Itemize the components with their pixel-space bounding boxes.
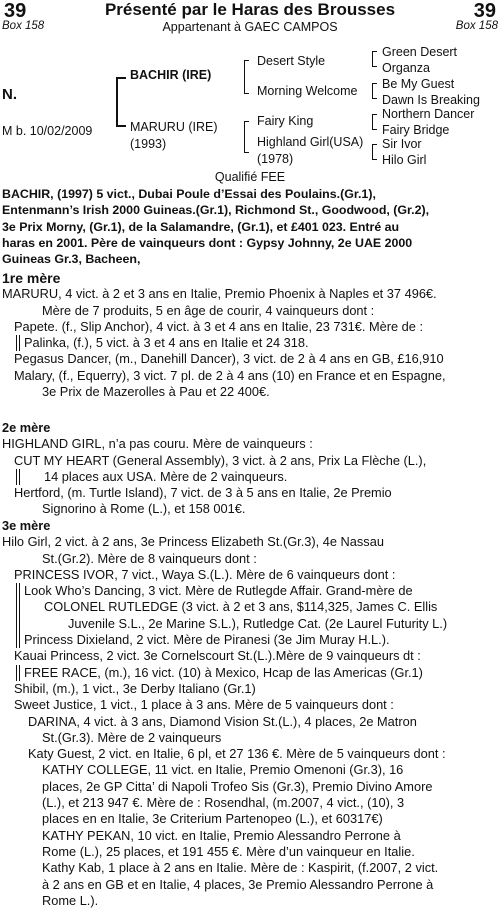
dam-name: MARURU (IRE) (130, 120, 218, 134)
ds-sire: Northern Dancer (382, 107, 475, 121)
text-line: Rome L.). (42, 892, 99, 908)
dam-dam-year: (1978) (257, 152, 294, 166)
sire-bracket (244, 60, 249, 94)
sire-record-line: BACHIR, (1997) 5 vict., Dubai Poule d’Essai des Poulains.(Gr.1), (2, 187, 376, 201)
dd-dam: Hilo Girl (382, 153, 427, 167)
text-line: DARINA, 4 vict. à 3 ans, Diamond Vision St.(L.), 4 places, 2e Matron (28, 713, 417, 729)
text-line: Katy Guest, 2 vict. en Italie, 6 pl, et 27 136 €. Mère de 5 vainqueurs dont : (28, 746, 446, 762)
text-line: (L.), et 213 947 €. Mère de : Rosendhal, (m.2007, 4 vict., (10), 3 (42, 795, 405, 811)
pedigree-line (116, 125, 126, 127)
sire-dam: Morning Welcome (257, 84, 358, 98)
sire-sire: Desert Style (257, 54, 326, 68)
heading-second-dam: 2e mère (2, 420, 51, 435)
lot-number-left: 39 (4, 0, 27, 22)
gen3-bracket (372, 114, 377, 130)
heading-third-dam: 3e mère (2, 518, 51, 533)
owner: Appartenant à GAEC CAMPOS (162, 20, 338, 34)
gen3-bracket (372, 51, 377, 67)
ds-dam: Fairy Bridge (382, 123, 450, 137)
gen3-bracket (372, 83, 377, 99)
text-line: Signorino à Rome (L.), et 158 001€. (42, 501, 246, 517)
ss-dam: Organza (382, 61, 430, 75)
sire-name: BACHIR (IRE) (130, 68, 212, 82)
dam-bracket (244, 121, 249, 153)
pedigree-line (116, 77, 118, 126)
text-line: MARURU, 4 vict. à 2 et 3 ans en Italie, Premio Phoenix à Naples et 37 496€. (2, 286, 437, 302)
text-line: CUT MY HEART (General Assembly), 3 vict. à 2 ans, Prix La Flèche (L.), (14, 452, 427, 468)
sire-record-line: Entenmann’s Irish 2000 Guineas.(Gr.1), Richmond St., Goodwood, (Gr.2), (2, 203, 430, 218)
box-left: Box 158 (2, 20, 45, 32)
box-right: Box 158 (455, 20, 498, 32)
text-line: Pegasus Dancer, (m., Danehill Dancer), 3 vict. de 2 à 4 ans en GB, £16,910 (14, 351, 444, 367)
sd-dam: Dawn Is Breaking (382, 93, 480, 107)
dd-sire: Sir Ivor (382, 137, 422, 151)
sd-sire: Be My Guest (382, 77, 455, 91)
text-line: Mère de 7 produits, 5 en âge de courir, 4 vainqueurs dont : (42, 302, 375, 318)
third-dam-section (2, 518, 499, 909)
text-line: 14 places aux USA. Mère de 2 vainqueurs. (16, 469, 499, 485)
text-line: HIGHLAND GIRL, n’a pas couru. Mère de vainqueurs : (2, 436, 313, 452)
text-line: Shibil, (m.), 1 vict., 3e Derby Italiano (Gr.1) (14, 680, 256, 696)
text-line: Hilo Girl, 2 vict. à 2 ans, 3e Princess Elizabeth St.(Gr.3), 4e Nassau (2, 534, 384, 550)
text-line: St.(Gr.3). Mère de 2 vainqueurs (42, 729, 222, 745)
second-dam-section (2, 420, 499, 518)
sire-record (2, 186, 499, 267)
horse-description: M b. 10/02/2009 (2, 124, 93, 138)
text-line: KATHY PEKAN, 10 vict. en Italie, Premio Alessandro Perrone à (42, 827, 401, 843)
text-line: COLONEL RUTLEDGE (3 vict. à 2 et 3 ans, $114,325, James C. Ellis (16, 599, 499, 615)
text-line: places en en Italie, 3e Criterium Partenopeo (L.), et 60317€) (42, 811, 383, 827)
text-line: 3e Prix de Mazerolles à Pau et 22 400€. (42, 384, 270, 400)
text-line: places, 2e GP Citta’ di Napoli Trofeo Sis (Gr.3), Premio Divino Amore (42, 778, 433, 794)
sire-record-line: Guineas Gr.3, Bacheen, (2, 252, 141, 267)
dam-sire: Fairy King (257, 114, 314, 128)
dam-year: (1993) (130, 137, 167, 151)
text-line: Hertford, (m. Turtle Island), 7 vict. de 3 à 5 ans en Italie, 2e Premio (14, 485, 392, 501)
first-dam-section (2, 270, 499, 400)
page-title: Présenté par le Haras des Brousses (104, 0, 396, 19)
text-line: Juvenile S.L., 2e Marine S.L.), Rutledge Cat. (2e Laurel Futurity L.) (16, 616, 499, 632)
text-line: KATHY COLLEGE, 11 vict. en Italie, Premio Omenoni (Gr.3), 16 (42, 762, 404, 778)
heading-first-dam: 1re mère (2, 270, 61, 286)
text-line: Malary, (f., Equerry), 3 vict. 7 pl. de 2 à 4 ans (10) en France et en Espagne, (14, 367, 446, 383)
text-line: Palinka, (f.), 5 vict. à 3 et 4 ans en Italie et 24 318. (16, 335, 499, 351)
qualification: Qualifié FEE (214, 170, 286, 184)
text-line: à 2 ans en GB et en Italie, 4 places, 3e Premio Alessandro Perrone à (42, 876, 434, 892)
text-line: Kathy Kab, 1 place à 2 ans en Italie. Mère de : Kaspirit, (f.2007, 2 vict. (42, 860, 439, 876)
text-line: Kauai Princess, 2 vict. 3e Cornelscourt St.(L.).Mère de 9 vainqueurs dt : (14, 648, 421, 664)
text-line: PRINCESS IVOR, 7 vict., Waya S.(L.). Mère de 6 vainqueurs dont : (14, 566, 396, 582)
text-line: FREE RACE, (m.), 16 vict. (10) à Mexico, Hcap de las Americas (Gr.1) (16, 665, 499, 681)
text-line: Look Who’s Dancing, 3 vict. Mère de Rutlegde Affair. Grand-mère de (16, 583, 499, 599)
text-line: St.(Gr.2). Mère de 8 vainqueurs dont : (42, 550, 257, 566)
text-line: Rome (L.), 25 places, et 191 455 €. Mère d’un vainqueur en Italie. (42, 843, 415, 859)
lot-number-right: 39 (473, 0, 496, 22)
horse-name: N. (2, 86, 17, 103)
text-line: Sweet Justice, 1 vict., 1 place à 3 ans. Mère de 5 vainqueurs dont : (14, 697, 394, 713)
pedigree-line (116, 77, 126, 79)
sire-record-line: 3e Prix Morny, (Gr.1), de la Salamandre, (Gr.1), et £401 023. Entré au (2, 219, 400, 234)
text-line: Papete. (f., Slip Anchor), 4 vict. à 3 et 4 ans en Italie, 23 731€. Mère de : (14, 318, 424, 334)
dam-dam: Highland Girl(USA) (257, 135, 364, 149)
gen3-bracket (372, 144, 377, 160)
ss-sire: Green Desert (382, 45, 458, 59)
sire-record-line: haras en 2001. Père de vainqueurs dont : Gypsy Johnny, 2e UAE 2000 (2, 235, 413, 250)
text-line: Princess Dixieland, 2 vict. Mère de Piranesi (3e Jim Muray H.L.). (16, 632, 499, 648)
